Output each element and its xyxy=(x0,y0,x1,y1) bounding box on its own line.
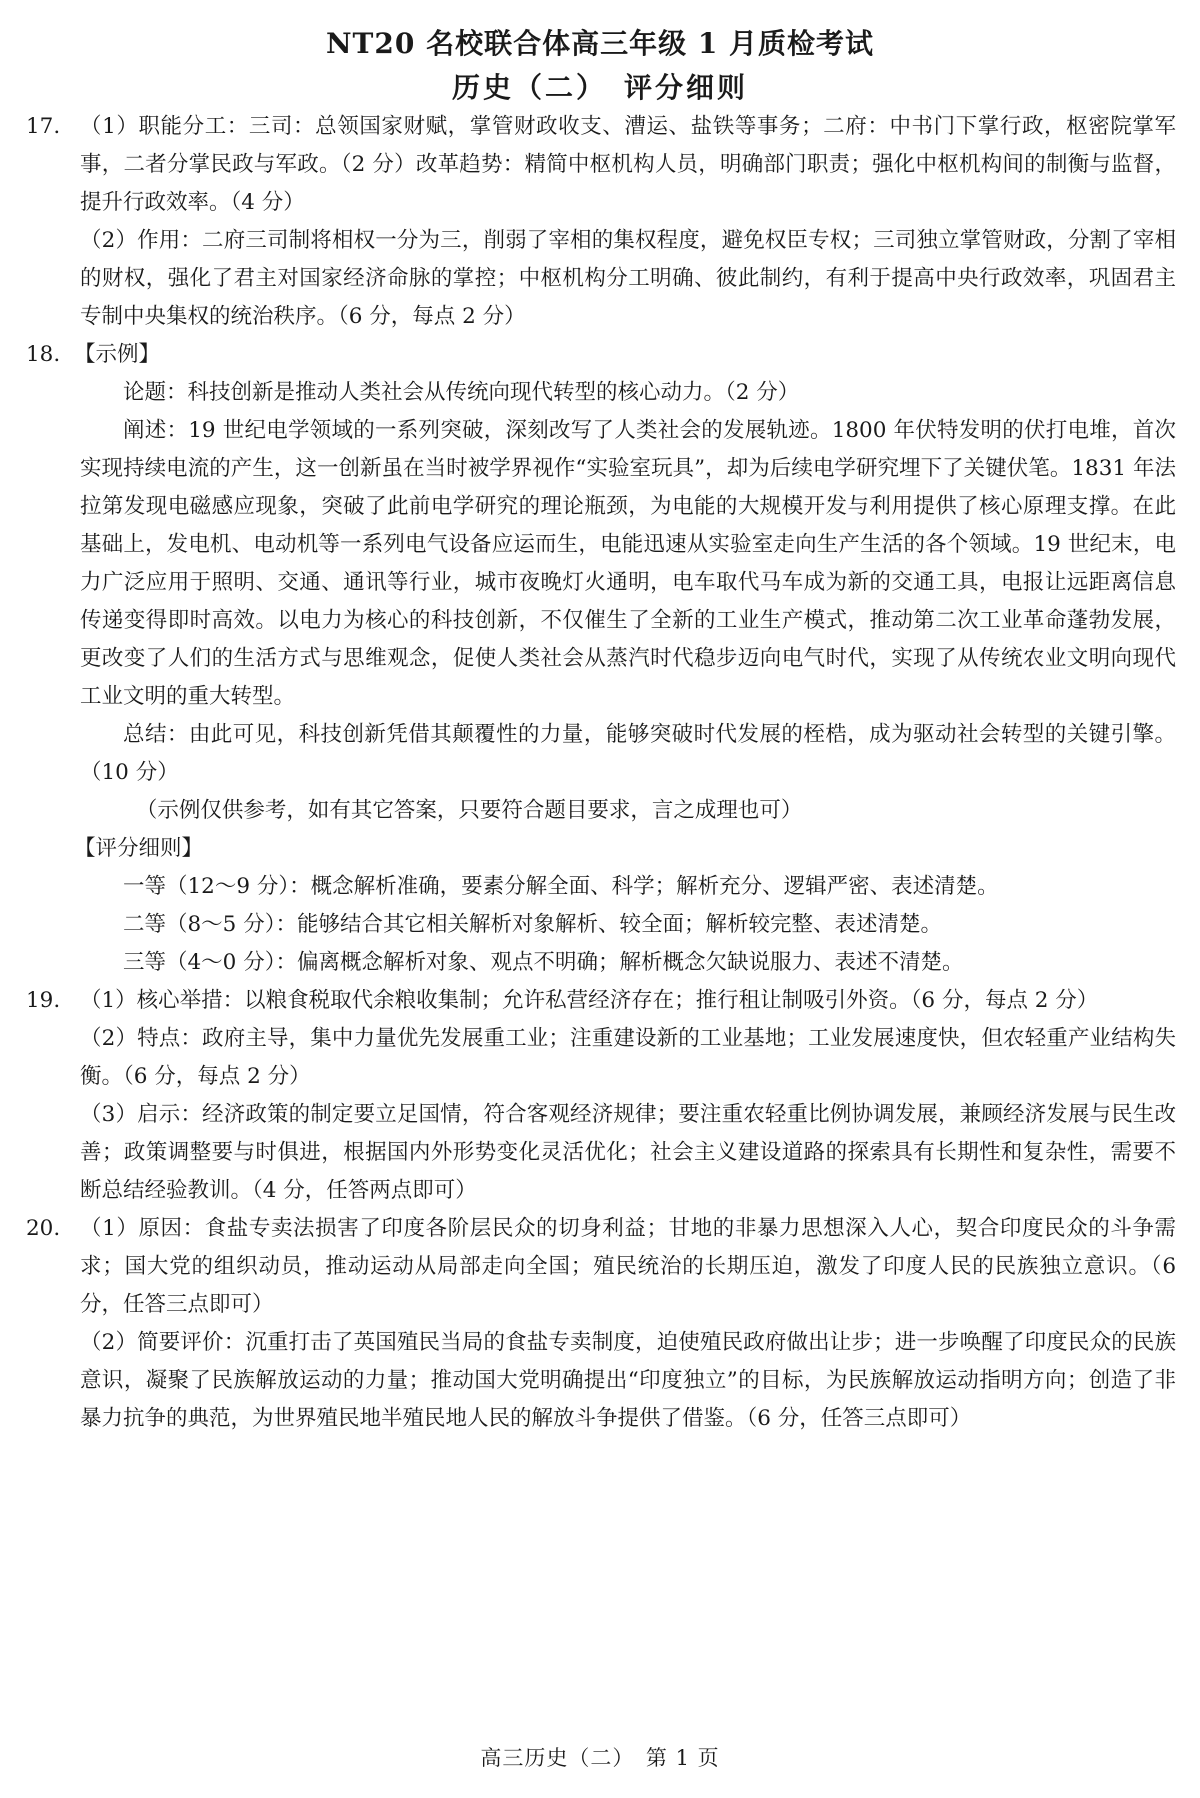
question-18 xyxy=(26,336,1176,374)
grade-1-criteria: 一等（12～9 分）：概念解析准确，要素分解全面、科学；解析充分、逻辑严密、表述清楚。 xyxy=(123,874,999,899)
exam-subtitle: 历史（二） 评分细则 xyxy=(451,71,748,104)
answer-paragraph: （2）简要评价：沉重打击了英国殖民当局的食盐专卖制度，迫使殖民政府做出让步；进一步唤醒了印度民众的民族意识，凝聚了民族解放运动的力量；推动国大党明确提出“印度独立”的目标，为民族解放运动指明方向；创造了非暴力抗争的典范，为世界殖民地半殖民地人民的解放斗争提供了借鉴。（6 分，任答三点即可） xyxy=(80,1330,1176,1431)
grade-2-criteria: 二等（8～5 分）：能够结合其它相关解析对象解析、较全面；解析较完整、表述清楚。 xyxy=(123,912,942,937)
question-number: 17. xyxy=(26,114,61,139)
exam-title: NT20 名校联合体高三年级 1 月质检考试 xyxy=(325,27,875,60)
summary-paragraph: 总结：由此可见，科技创新凭借其颠覆性的力量，能够突破时代发展的桎梏，成为驱动社会转型的关键引擎。（10 分） xyxy=(80,722,1176,785)
answer-paragraph: （1）原因：食盐专卖法损害了印度各阶层民众的切身利益；甘地的非暴力思想深入人心，契合印度民众的斗争需求；国大党的组织动员，推动运动从局部走向全国；殖民统治的长期压迫，激发了印度人民的民族独立意识。（6 分，任答三点即可） xyxy=(80,1216,1176,1317)
note-paragraph: （示例仅供参考，如有其它答案，只要符合题目要求，言之成理也可） xyxy=(135,798,803,823)
answer-paragraph: （1）核心举措：以粮食税取代余粮收集制；允许私营经济存在；推行租让制吸引外资。（6 分，每点 2 分） xyxy=(80,988,1099,1013)
question-18-body xyxy=(26,374,1176,982)
rubric-heading: 【评分细则】 xyxy=(74,836,204,861)
answer-paragraph: （1）职能分工：三司：总领国家财赋，掌管财政收支、漕运、盐铁等事务；二府：中书门下掌行政，枢密院掌军事，二者分掌民政与军政。（2 分）改革趋势：精简中枢机构人员，明确部门职责；强化中枢机构间的制衡与监督，提升行政效率。（4 分） xyxy=(80,114,1176,215)
question-19 xyxy=(26,982,1176,1210)
page-footer: 高三历史（二） 第 1 页 xyxy=(480,1746,720,1770)
answer-paragraph: （2）特点：政府主导，集中力量优先发展重工业；注重建设新的工业基地；工业发展速度快，但农轻重产业结构失衡。（6 分，每点 2 分） xyxy=(80,1026,1176,1089)
answer-paragraph: （3）启示：经济政策的制定要立足国情，符合客观经济规律；要注重农轻重比例协调发展，兼顾经济发展与民生改善；政策调整要与时俱进，根据国内外形势变化灵活优化；社会主义建设道路的探索具有长期性和复杂性，需要不断总结经验教训。（4 分，任答两点即可） xyxy=(80,1102,1176,1203)
question-number: 19. xyxy=(26,988,61,1013)
example-heading: 【示例】 xyxy=(74,342,161,367)
question-number: 18. xyxy=(26,342,61,367)
answer-content xyxy=(26,108,1176,1438)
question-17 xyxy=(26,108,1176,336)
question-number: 20. xyxy=(26,1216,61,1241)
grade-3-criteria: 三等（4～0 分）：偏离概念解析对象、观点不明确；解析概念欠缺说服力、表述不清楚。 xyxy=(123,950,964,975)
question-20 xyxy=(26,1210,1176,1438)
exposition-paragraph: 阐述：19 世纪电学领域的一系列突破，深刻改写了人类社会的发展轨迹。1800 年伏特发明的伏打电堆，首次实现持续电流的产生，这一创新虽在当时被学界视作“实验室玩具”，却为后续电学研究埋下了关键伏笔。1831 年法拉第发现电磁感应现象，突破了此前电学研究的理论瓶颈，为电能的大规模开发与利用提供了核心原理支撑。在此基础上，发电机、电动机等一系列电气设备应运而生，电能迅速从实验室走向生产生活的各个领域。19 世纪末，电力广泛应用于照明、交通、通讯等行业，城市夜晚灯火通明，电车取代马车成为新的交通工具，电报让远距离信息传递变得即时高效。以电力为核心的科技创新，不仅催生了全新的工业生产模式，推动第二次工业革命蓬勃发展，更改变了人们的生活方式与思维观念，促使人类社会从蒸汽时代稳步迈向电气时代，实现了从传统农业文明向现代工业文明的重大转型。 xyxy=(80,418,1176,709)
answer-paragraph: （2）作用：二府三司制将相权一分为三，削弱了宰相的集权程度，避免权臣专权；三司独立掌管财政，分割了宰相的财权，强化了君主对国家经济命脉的掌控；中枢机构分工明确、彼此制约，有利于提高中央行政效率，巩固君主专制中央集权的统治秩序。（6 分，每点 2 分） xyxy=(80,228,1176,329)
thesis-paragraph: 论题：科技创新是推动人类社会从传统向现代转型的核心动力。（2 分） xyxy=(123,380,800,405)
